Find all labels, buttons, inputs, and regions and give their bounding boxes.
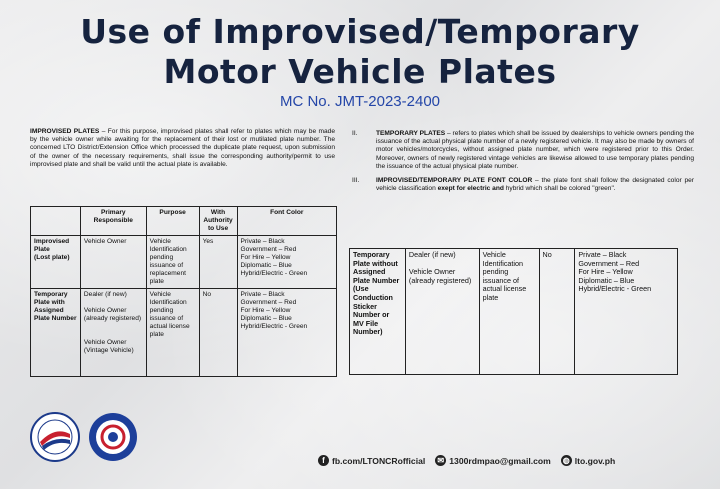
authority-cell: No [539, 249, 575, 375]
section-number: III. [352, 177, 360, 185]
table-header-cell [31, 207, 81, 236]
plate-type-cell: Improvised Plate (Lost plate) [31, 236, 81, 289]
font-color-paragraph [352, 177, 694, 193]
temporary-plates-paragraph [352, 130, 694, 171]
temporary-heading: TEMPORARY PLATES [376, 130, 446, 137]
page-title-line1: Use of Improvised/Temporary [80, 12, 640, 51]
responsible-cell: Vehicle Owner [80, 236, 146, 289]
memo-circular-number: MC No. JMT-2023-2400 [279, 93, 441, 110]
table-header-cell: Purpose [146, 207, 199, 236]
table-header-cell: Font Color [237, 207, 336, 236]
plate-type-cell: Temporary Plate with Assigned Plate Number [31, 289, 81, 377]
responsible-cell: Dealer (if new) Vehicle Owner (already registered) [405, 249, 479, 375]
plates-table-1 [30, 206, 337, 377]
agency-logos [30, 412, 138, 462]
section-number: II. [352, 130, 358, 137]
improvised-text: – For this purpose, improvised plates shall refer to plates which may be made by the vehicle owner while awaiting for the replacement of their lost or mutilated plate number. The concerned LTO District/Extension Office which processed the duplicate plate request, upon submission of the owner of the necessary requirements, shall issue the corresponding authority/permit to use improvised plate and shall be valid until the actual plate is available. [30, 128, 335, 168]
responsible-cell: Dealer (if new) Vehicle Owner (already registered) Vehicle Owner (Vintage Vehicle) [80, 289, 146, 377]
website-contact[interactable] [561, 455, 615, 466]
temporary-text: – refers to plates which shall be issued by dealerships to vehicle owners pending the issuance of the actual physical plate number of a newly registered vehicle. It may also be made by owners of motor vehicles/motorcycles, without assigned plate number, which were registered prior to this Order. Moreover, owners of newly registered vintage vehicles are likewise allowed to use temporary plates pending the issuance of the actual physical plate number. [376, 130, 694, 170]
font-color-exception: exept for electric and [437, 185, 504, 193]
improvised-heading: IMPROVISED PLATES [30, 128, 100, 135]
table-row [31, 289, 337, 377]
purpose-cell: Vehicle Identification pending issuance of actual license plate [479, 249, 539, 375]
purpose-cell: Vehicle Identification pending issuance of actual license plate [146, 289, 199, 377]
facebook-icon: f [318, 455, 329, 466]
lto-seal-icon [88, 412, 138, 462]
table-row [31, 236, 337, 289]
purpose-cell: Vehicle Identification pending issuance of replacement plate [146, 236, 199, 289]
authority-cell: No [199, 289, 237, 377]
plates-table-2 [349, 248, 678, 375]
table-header-row [31, 207, 337, 236]
globe-icon: ◍ [561, 455, 572, 466]
email-contact[interactable] [435, 455, 551, 466]
email-link[interactable]: 1300rdmpao@gmail.com [449, 455, 551, 466]
footer-contacts [318, 455, 615, 466]
right-column-text [352, 130, 694, 193]
authority-cell: Yes [199, 236, 237, 289]
font-color-cell: Private – Black Government – Red For Hire – Yellow Diplomatic – Blue Hybrid/Electric - Green [575, 249, 678, 375]
table-header-cell: Primary Responsible [80, 207, 146, 236]
facebook-link[interactable]: fb.com/LTONCRofficial [332, 455, 426, 466]
font-color-cell: Private – Black Government – Red For Hire – Yellow Diplomatic – Blue Hybrid/Electric - Green [237, 236, 336, 289]
font-color-text: – the plate font shall follow the designated color per vehicle classification [376, 177, 695, 193]
font-color-text-end: hybrid which shall be colored "green". [503, 185, 616, 193]
table-row [350, 249, 678, 375]
page-title-line2: Motor Vehicle Plates [163, 52, 557, 91]
email-icon: ✉ [435, 455, 446, 466]
font-color-heading: IMPROVISED/TEMPORARY PLATE FONT COLOR [376, 177, 533, 185]
improvised-plates-paragraph [30, 128, 335, 169]
dotr-seal-icon [30, 412, 80, 462]
font-color-cell: Private – Black Government – Red For Hire – Yellow Diplomatic – Blue Hybrid/Electric - Green [237, 289, 336, 377]
website-link[interactable]: lto.gov.ph [574, 455, 616, 466]
table-header-cell: With Authority to Use [199, 207, 237, 236]
plate-type-cell: Temporary Plate without Assigned Plate Number (Use Conduction Sticker Number or MV File Number) [350, 249, 406, 375]
facebook-contact[interactable] [318, 455, 425, 466]
